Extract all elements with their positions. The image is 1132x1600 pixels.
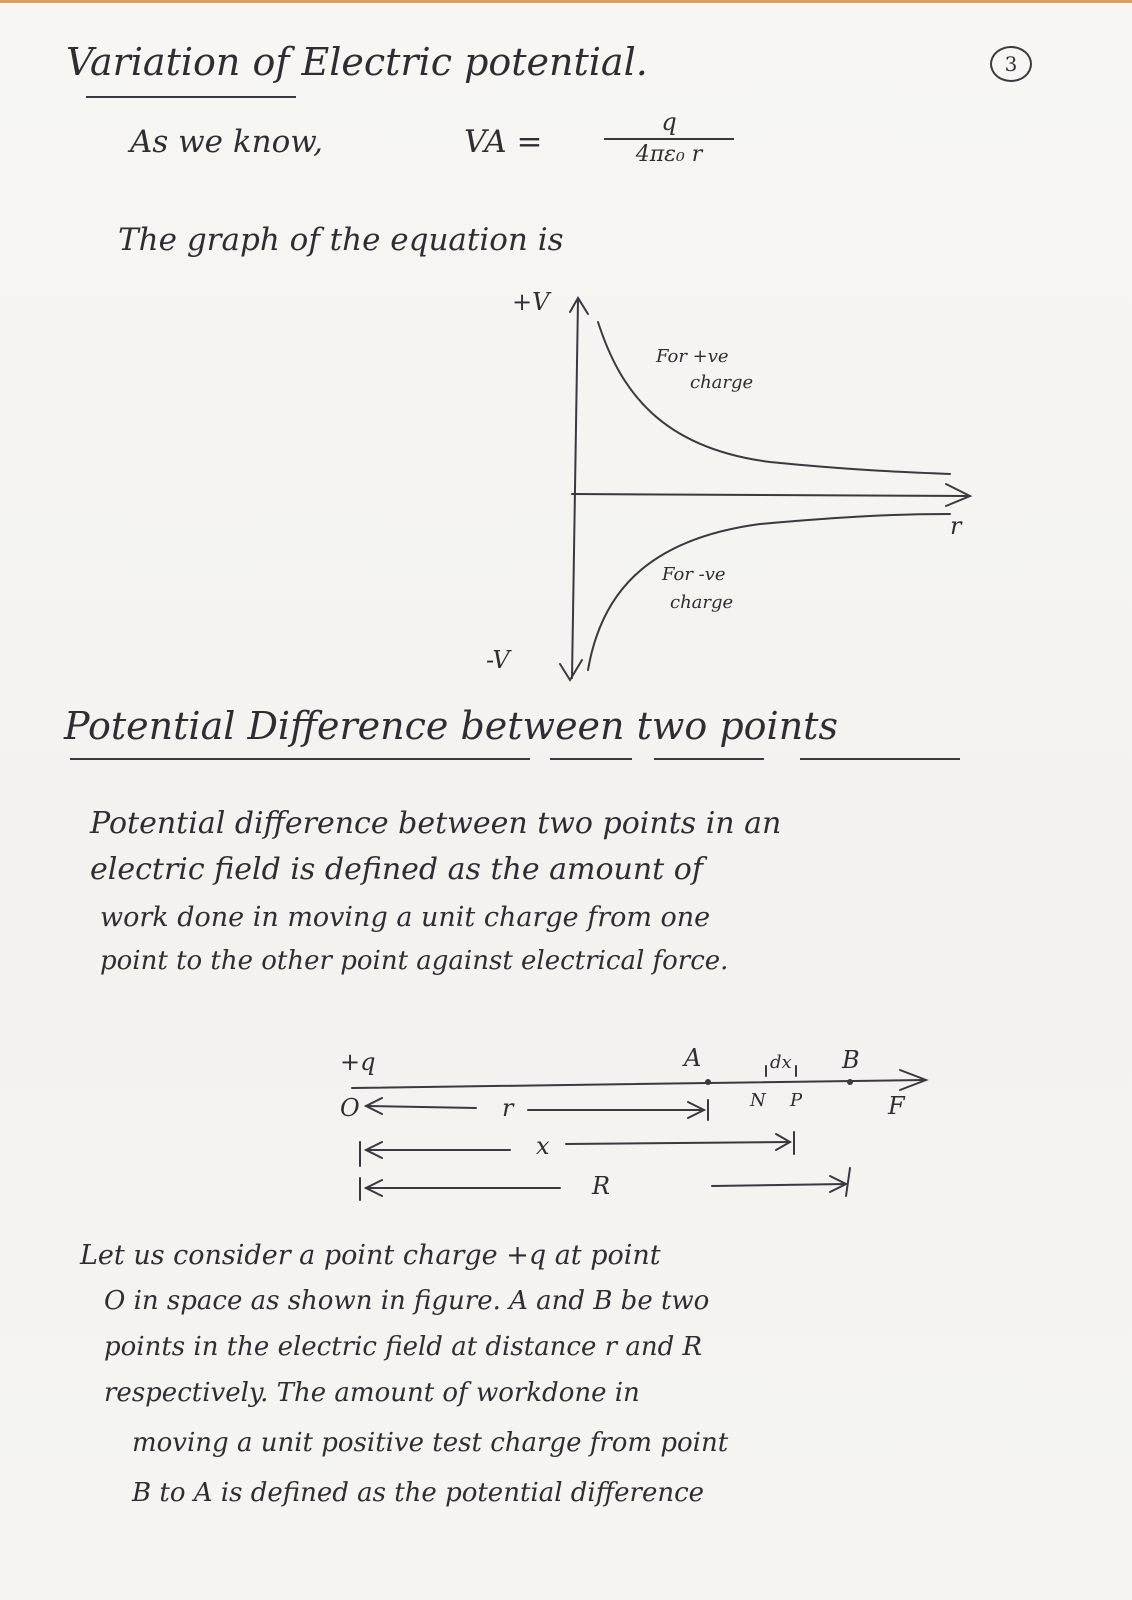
explanation-line-4: respectively. The amount of workdone in	[104, 1378, 640, 1408]
graph-intro: The graph of the equation is	[118, 222, 564, 258]
point-b-dot	[847, 1079, 853, 1085]
pos-curve-label-1: For +ve	[656, 346, 729, 367]
field-line	[352, 1080, 924, 1088]
explanation-line-6: B to A is defined as the potential difference	[132, 1478, 705, 1508]
figure-point-a-label: A	[684, 1044, 702, 1072]
definition-line-3: work done in moving a unit charge from one	[100, 902, 711, 933]
intro-prefix: As we know,	[130, 124, 324, 160]
page-number: 3	[990, 46, 1032, 82]
page-title: Variation of Electric potential.	[66, 40, 648, 84]
figure-point-b-label: B	[842, 1046, 860, 1074]
figure-r-label: r	[502, 1094, 514, 1122]
figure-origin-label: O	[340, 1094, 360, 1122]
R-end-tick	[846, 1168, 850, 1196]
point-a-dot	[705, 1079, 711, 1085]
graph-y-neg-label: -V	[486, 646, 510, 674]
graph-y-pos-label: +V	[512, 288, 550, 316]
explanation-line-5: moving a unit positive test charge from point	[132, 1428, 729, 1458]
x-line-right	[566, 1142, 790, 1144]
figure-x-label: x	[536, 1132, 550, 1160]
formula-denominator: 4πε₀ r	[635, 142, 703, 167]
section-title: Potential Difference between two points	[64, 704, 838, 748]
figure-force-label: F	[888, 1092, 905, 1120]
figure-point-n-label: N	[750, 1090, 766, 1111]
neg-curve-label-2: charge	[670, 592, 734, 613]
neg-curve-label-1: For -ve	[662, 564, 726, 585]
R-line-right	[712, 1184, 846, 1186]
formula-numerator: q	[661, 108, 677, 136]
figure-point-p-label: P	[790, 1090, 803, 1111]
definition-line-1: Potential difference between two points in an	[90, 806, 782, 841]
x-dimension	[360, 1132, 794, 1166]
figure-R-label: R	[592, 1172, 611, 1200]
definition-line-2: electric field is defined as the amount of	[90, 852, 703, 887]
r-line-left	[366, 1106, 476, 1108]
explanation-line-2: O in space as shown in figure. A and B be two	[104, 1286, 710, 1316]
pos-curve-label-2: charge	[690, 372, 754, 393]
definition-line-4: point to the other point against electrical force.	[100, 946, 729, 976]
graph-x-label: r	[950, 512, 962, 540]
explanation-line-3: points in the electric field at distance r and R	[104, 1332, 703, 1362]
explanation-line-1: Let us consider a point charge +q at point	[80, 1240, 661, 1271]
figure-dx-label: dx	[770, 1052, 792, 1073]
figure-charge-label: +q	[340, 1048, 376, 1076]
r-dimension	[366, 1098, 708, 1120]
formula-lhs: VA =	[464, 124, 543, 160]
